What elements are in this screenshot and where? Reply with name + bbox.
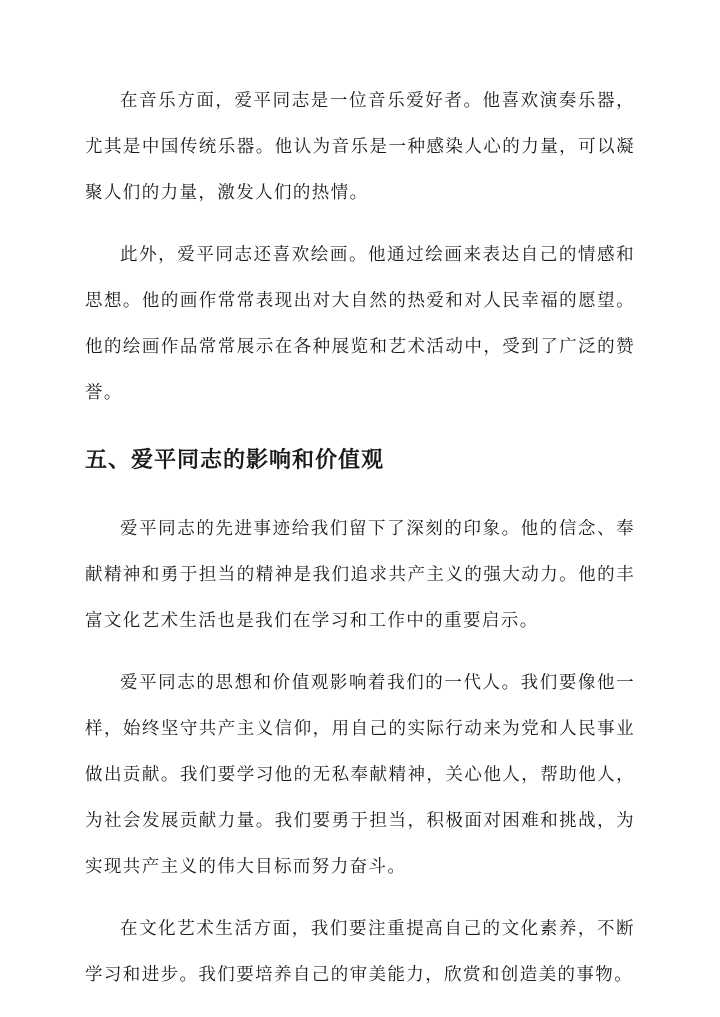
paragraph-culture: 在文化艺术生活方面，我们要注重提高自己的文化素养，不断学习和进步。我们要培养自己的审美能力，欣赏和创造美的事物。	[85, 919, 635, 985]
section-heading: 五、爱平同志的影响和价值观	[85, 448, 385, 473]
paragraph-music: 在音乐方面，爱平同志是一位音乐爱好者。他喜欢演奏乐器，尤其是中国传统乐器。他认为音乐是一种感染人心的力量，可以凝聚人们的力量，激发人们的热情。	[85, 91, 635, 203]
paragraph-impression: 爱平同志的先进事迹给我们留下了深刻的印象。他的信念、奉献精神和勇于担当的精神是我们追求共产主义的强大动力。他的丰富文化艺术生活也是我们在学习和工作中的重要启示。	[85, 519, 635, 631]
paragraph-painting: 此外，爱平同志还喜欢绘画。他通过绘画来表达自己的情感和思想。他的画作常常表现出对大自然的热爱和对人民幸福的愿望。他的绘画作品常常展示在各种展览和艺术活动中，受到了广泛的赞誉。	[85, 245, 635, 403]
document-page	[85, 78, 635, 1014]
paragraph-values: 爱平同志的思想和价值观影响着我们的一代人。我们要像他一样，始终坚守共产主义信仰，用自己的实际行动来为党和人民事业做出贡献。我们要学习他的无私奉献精神，关心他人，帮助他人，为社会发展贡献力量。我们要勇于担当，积极面对困难和挑战，为实现共产主义的伟大目标而努力奋斗。	[85, 673, 635, 877]
